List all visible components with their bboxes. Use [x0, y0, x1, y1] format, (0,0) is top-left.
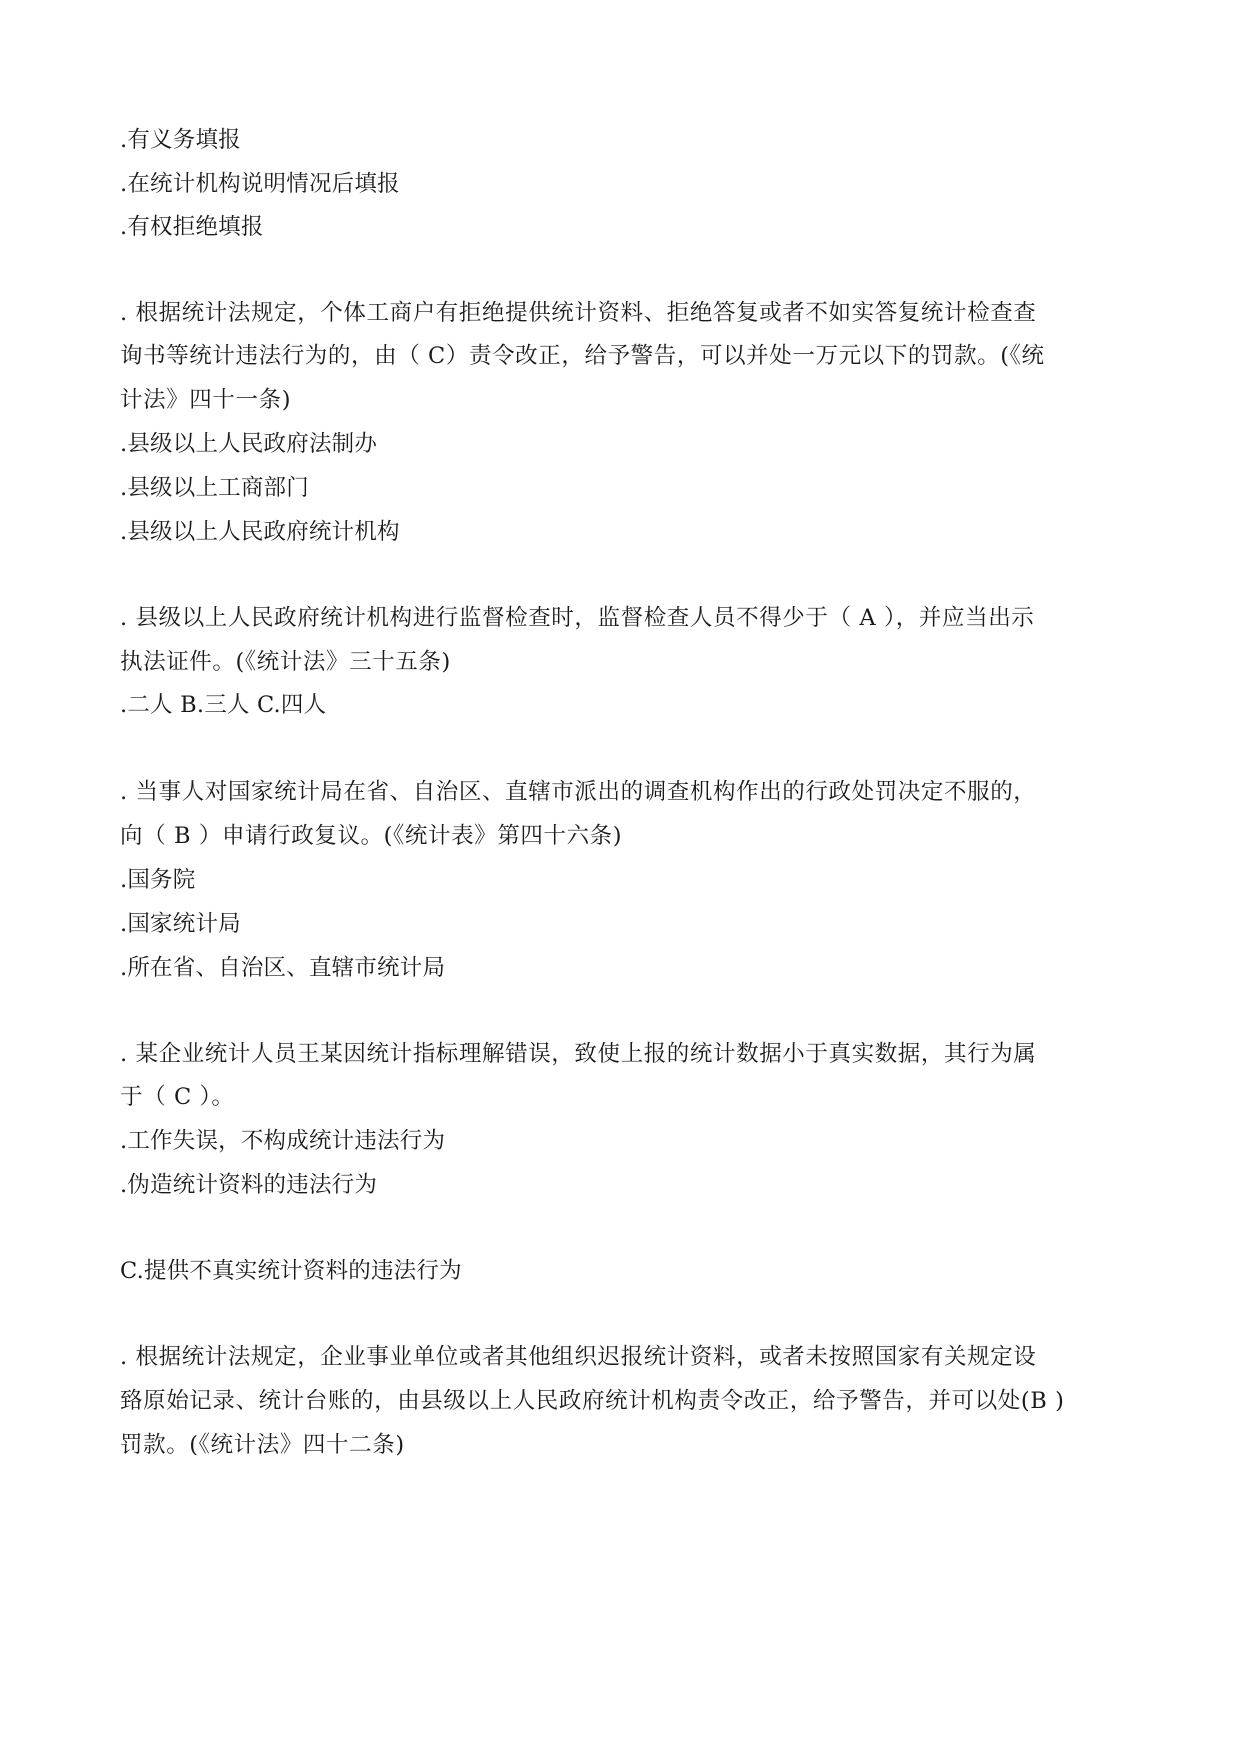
- option-line: .工作失误，不构成统计违法行为: [120, 1128, 446, 1154]
- option-line: .有权拒绝填报: [120, 214, 264, 240]
- option-line: .伪造统计资料的违法行为: [120, 1172, 378, 1198]
- option-line: .所在省、自治区、直辖市统计局: [120, 955, 446, 981]
- option-line: .县级以上人民政府法制办: [120, 431, 378, 457]
- option-line: .县级以上人民政府统计机构: [120, 519, 400, 545]
- option-line: .有义务填报: [120, 127, 241, 153]
- question-line: . 根据统计法规定，个体工商户有拒绝提供统计资料、拒绝答复或者不如实答复统计检查查: [120, 300, 1037, 326]
- question-line: . 根据统计法规定，企业事业单位或者其他组织迟报统计资料，或者未按照国家有关规定设: [120, 1344, 1037, 1370]
- option-line: .在统计机构说明情况后填报: [120, 171, 400, 197]
- question-line: 向（ B ）申请行政复议。(《统计表》第四十六条): [120, 823, 623, 849]
- option-line: .县级以上工商部门: [120, 475, 309, 501]
- question-line: 计法》四十一条): [120, 387, 292, 413]
- question-line: . 当事人对国家统计局在省、自治区、直辖市派出的调查机构作出的行政处罚决定不服的，: [120, 779, 1037, 805]
- question-line: 执法证件。(《统计法》三十五条): [120, 649, 451, 675]
- question-line: 于（ C ）。: [120, 1084, 235, 1110]
- option-line: .二人 B.三人 C.四人: [120, 692, 327, 718]
- question-line: . 县级以上人民政府统计机构进行监督检查时，监督检查人员不得少于（ A ），并应当出示: [120, 605, 1035, 631]
- question-line: . 某企业统计人员王某因统计指标理解错误，致使上报的统计数据小于真实数据，其行为属: [120, 1041, 1037, 1067]
- question-line: 臵原始记录、统计台账的，由县级以上人民政府统计机构责令改正，给予警告，并可以处(B ): [120, 1388, 1065, 1414]
- question-line: 罚款。(《统计法》四十二条): [120, 1432, 405, 1458]
- question-line: 询书等统计违法行为的，由（ C）责令改正，给予警告，可以并处一万元以下的罚款。(《统: [120, 343, 1045, 369]
- option-line: .国家统计局: [120, 911, 241, 937]
- option-line: .国务院: [120, 867, 196, 893]
- option-line: C.提供不真实统计资料的违法行为: [120, 1258, 462, 1284]
